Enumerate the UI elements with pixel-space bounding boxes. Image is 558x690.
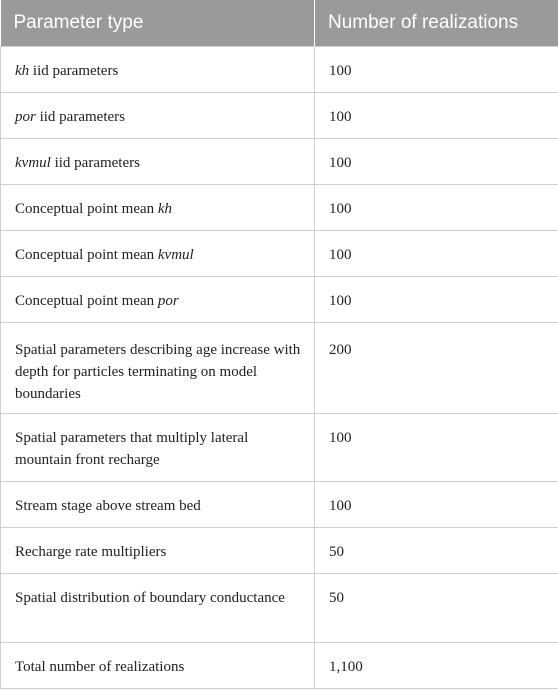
realizations-cell: 50 [315,574,558,643]
parameter-text: iid parameters [35,109,125,125]
header-number-of-realizations: Number of realizations [315,0,558,47]
parameter-type-cell: Spatial parameters describing age increase with depth for particles terminating on model boundaries [1,323,315,414]
parameter-text: Conceptual point mean [15,201,158,217]
table-row [1,482,558,528]
parameter-text: iid parameters [29,63,119,79]
realizations-cell: 100 [315,277,558,323]
table-row [1,185,558,231]
table-row [1,323,558,414]
parameter-text: iid parameters [50,155,140,171]
realizations-cell: 100 [315,185,558,231]
total-label-cell: Total number of realizations [1,643,315,689]
table-row [1,528,558,574]
table-row [1,93,558,139]
realizations-cell: 100 [315,139,558,185]
parameter-type-cell: Spatial parameters that multiply lateral mountain front recharge [1,414,315,482]
table-row [1,139,558,185]
parameter-type-cell [1,93,315,139]
total-row [1,643,558,689]
parameter-type-cell [1,277,315,323]
header-parameter-type: Parameter type [1,0,315,47]
parameter-symbol: por [15,109,36,125]
realizations-cell: 100 [315,414,558,482]
parameter-type-cell [1,185,315,231]
table-row [1,414,558,482]
realizations-cell: 100 [315,482,558,528]
table-row [1,574,558,643]
parameter-type-cell: Stream stage above stream bed [1,482,315,528]
parameter-type-cell [1,139,315,185]
table-row [1,277,558,323]
parameter-symbol: kvmul [15,155,51,171]
parameter-symbol: kvmul [157,247,194,263]
parameter-text: Conceptual point mean [15,247,158,263]
parameter-symbol: por [157,293,179,309]
table-body [1,47,558,689]
parameter-type-cell: Recharge rate multipliers [1,528,315,574]
parameter-type-cell [1,231,315,277]
realizations-cell: 100 [315,231,558,277]
realizations-cell: 50 [315,528,558,574]
parameter-type-cell [1,47,315,93]
realizations-cell: 100 [315,47,558,93]
realizations-cell: 200 [315,323,558,414]
table-header [1,0,558,47]
total-value-cell: 1,100 [315,643,558,689]
parameter-symbol: kh [157,201,173,217]
parameter-text: Conceptual point mean [15,293,158,309]
table-row [1,47,558,93]
table-row [1,231,558,277]
parameter-symbol: kh [15,63,30,79]
header-row [1,0,558,47]
realizations-cell: 100 [315,93,558,139]
parameter-type-cell: Spatial distribution of boundary conductance [1,574,315,643]
